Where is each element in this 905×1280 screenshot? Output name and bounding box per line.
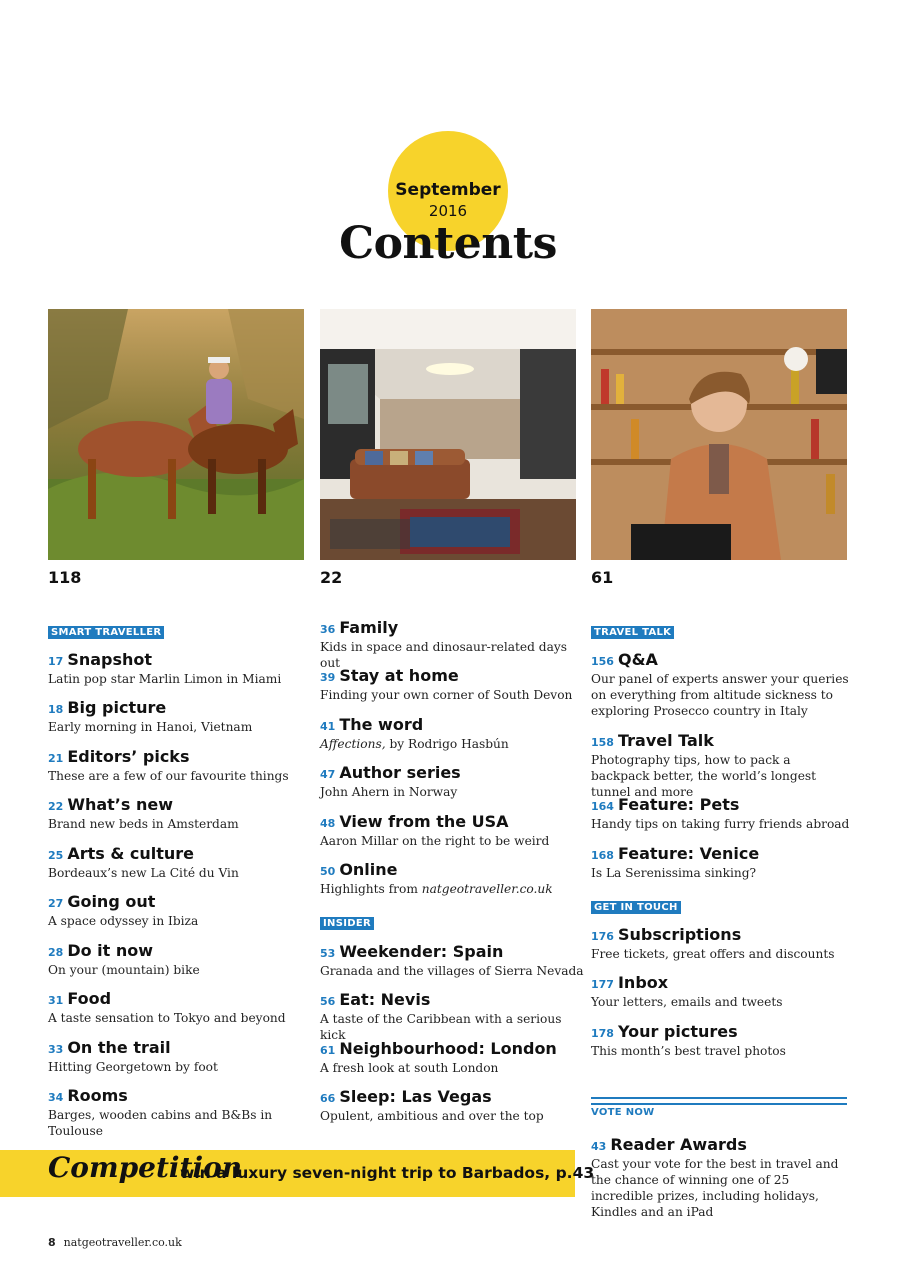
toc-page: 48 — [320, 817, 336, 830]
toc-desc: Latin pop star Marlin Limon in Miami — [48, 672, 282, 686]
competition-text[interactable]: win a luxury seven-night trip to Barbados, p.43 — [180, 1164, 595, 1182]
vote-divider — [591, 1097, 847, 1105]
toc-page: 18 — [48, 703, 64, 716]
photo-page-number: 61 — [591, 568, 614, 587]
toc-title: Family — [339, 618, 399, 637]
footer-site: natgeotraveller.co.uk — [63, 1236, 182, 1249]
photo-page-number: 118 — [48, 568, 82, 587]
toc-page: 50 — [320, 865, 336, 878]
toc-entry[interactable] — [591, 650, 851, 719]
toc-title: On the trail — [67, 1038, 171, 1057]
section-label: SMART TRAVELLER — [48, 626, 164, 639]
toc-desc-rest: by Rodrigo Hasbún — [385, 737, 509, 751]
toc-title: Food — [67, 989, 112, 1008]
toc-page: 156 — [591, 655, 614, 668]
toc-desc: Free tickets, great offers and discounts — [591, 947, 835, 961]
toc-title: Eat: Nevis — [339, 990, 431, 1009]
section-label: INSIDER — [320, 917, 374, 930]
toc-desc: Kids in space and dinosaur-related days out — [320, 640, 567, 670]
toc-page: 25 — [48, 849, 64, 862]
toc-title: Editors’ picks — [67, 747, 190, 766]
toc-title: Snapshot — [67, 650, 153, 669]
toc-entry[interactable] — [591, 1135, 851, 1220]
toc-entry[interactable] — [591, 795, 851, 832]
toc-page: 27 — [48, 897, 64, 910]
toc-desc: Cast your vote for the best in travel and the chance of winning one of 25 incredible prizes, including holidays, Kindles and an iPad — [591, 1157, 839, 1219]
toc-title: Stay at home — [339, 666, 459, 685]
toc-desc: This month’s best travel photos — [591, 1044, 786, 1058]
issue-month: September — [395, 180, 501, 200]
toc-page: 17 — [48, 655, 64, 668]
toc-page: 34 — [48, 1091, 64, 1104]
toc-page: 176 — [591, 930, 614, 943]
toc-title: Big picture — [67, 698, 167, 717]
toc-title: Author series — [339, 763, 461, 782]
toc-desc: Photography tips, how to pack a backpack better, the world’s longest tunnel and more — [591, 753, 817, 799]
toc-entry[interactable] — [320, 1039, 590, 1076]
toc-desc — [320, 881, 590, 897]
toc-title: The word — [339, 715, 424, 734]
toc-desc-italic: natgeotraveller.co.uk — [421, 882, 553, 896]
toc-page: 47 — [320, 768, 336, 781]
toc-page: 158 — [591, 736, 614, 749]
toc-desc: Barges, wooden cabins and B&Bs in Toulouse — [48, 1108, 273, 1138]
toc-page: 31 — [48, 994, 64, 1007]
toc-entry[interactable] — [320, 990, 590, 1043]
toc-title: Travel Talk — [617, 731, 714, 750]
toc-entry[interactable] — [48, 650, 318, 687]
toc-entry[interactable] — [48, 747, 318, 784]
toc-desc: A space odyssey in Ibiza — [48, 914, 199, 928]
toc-title: Neighbourhood: London — [339, 1039, 557, 1058]
toc-entry[interactable] — [591, 844, 851, 881]
toc-title: Sleep: Las Vegas — [339, 1087, 492, 1106]
toc-desc: These are a few of our favourite things — [48, 769, 289, 783]
toc-page: 61 — [320, 1044, 336, 1057]
toc-desc — [320, 736, 590, 752]
competition-script-label: Competition — [48, 1151, 243, 1184]
toc-desc: Granada and the villages of Sierra Nevada — [320, 964, 584, 978]
toc-page: 164 — [591, 800, 614, 813]
toc-page: 177 — [591, 978, 614, 991]
toc-desc: Hitting Georgetown by foot — [48, 1060, 218, 1074]
right-section-header — [591, 622, 861, 640]
toc-entry[interactable] — [48, 941, 318, 978]
toc-desc: Bordeaux’s new La Cité du Vin — [48, 866, 239, 880]
toc-desc: John Ahern in Norway — [320, 785, 458, 799]
page-footer — [48, 1236, 182, 1249]
toc-title: Subscriptions — [617, 925, 742, 944]
toc-title: Q&A — [617, 650, 658, 669]
toc-entry[interactable] — [591, 925, 861, 962]
toc-page: 22 — [48, 800, 64, 813]
toc-page: 53 — [320, 947, 336, 960]
page-title: Contents — [339, 218, 557, 269]
toc-entry[interactable] — [591, 1022, 861, 1059]
shop-woman-photo[interactable] — [591, 309, 847, 560]
toc-desc: Is La Serenissima sinking? — [591, 866, 757, 880]
toc-entry[interactable] — [48, 1038, 318, 1075]
issue-year: 2016 — [428, 202, 468, 220]
toc-title: Arts & culture — [67, 844, 194, 863]
toc-title: What’s new — [67, 795, 173, 814]
right-section-header-2 — [591, 897, 861, 915]
toc-title: Weekender: Spain — [339, 942, 504, 961]
toc-desc-italic: Affections, — [320, 737, 386, 751]
toc-entry[interactable] — [320, 860, 590, 897]
toc-page: 41 — [320, 720, 336, 733]
toc-desc: Opulent, ambitious and over the top — [320, 1109, 544, 1123]
toc-entry[interactable] — [48, 795, 318, 832]
footer-page-number: 8 — [48, 1236, 56, 1249]
horse-rider-photo[interactable] — [48, 309, 304, 560]
vote-label: VOTE NOW — [591, 1107, 655, 1118]
toc-entry[interactable] — [591, 731, 851, 800]
toc-title: Rooms — [67, 1086, 128, 1105]
toc-title: Do it now — [67, 941, 154, 960]
toc-page: 168 — [591, 849, 614, 862]
section-label: TRAVEL TALK — [591, 626, 674, 639]
toc-entry[interactable] — [48, 989, 318, 1026]
toc-entry[interactable] — [320, 812, 590, 849]
toc-desc: On your (mountain) bike — [48, 963, 200, 977]
toc-title: Online — [339, 860, 398, 879]
toc-desc: Your letters, emails and tweets — [591, 995, 783, 1009]
toc-entry[interactable] — [48, 892, 318, 929]
toc-page: 43 — [591, 1140, 607, 1153]
middle-section-header — [320, 913, 590, 931]
toc-desc: Brand new beds in Amsterdam — [48, 817, 239, 831]
toc-page: 39 — [320, 671, 336, 684]
toc-entry[interactable] — [320, 666, 590, 703]
hotel-lounge-photo[interactable] — [320, 309, 576, 560]
toc-title: Inbox — [617, 973, 669, 992]
toc-title: Your pictures — [617, 1022, 738, 1041]
toc-page: 178 — [591, 1027, 614, 1040]
toc-desc: Aaron Millar on the right to be weird — [320, 834, 550, 848]
toc-desc: A taste sensation to Tokyo and beyond — [48, 1011, 286, 1025]
toc-title: Going out — [67, 892, 156, 911]
toc-desc: Our panel of experts answer your queries on everything from altitude sickness to exploring Prosecco country in Italy — [591, 672, 849, 718]
toc-title: View from the USA — [339, 812, 509, 831]
toc-entry[interactable] — [320, 715, 590, 752]
toc-desc: A fresh look at south London — [320, 1061, 499, 1075]
toc-entry[interactable] — [320, 763, 590, 800]
toc-desc: Early morning in Hanoi, Vietnam — [48, 720, 253, 734]
toc-page: 33 — [48, 1043, 64, 1056]
toc-desc: A taste of the Caribbean with a serious kick — [320, 1012, 562, 1042]
toc-entry[interactable] — [320, 618, 590, 671]
toc-entry[interactable] — [48, 698, 318, 735]
toc-title: Reader Awards — [610, 1135, 747, 1154]
toc-page: 66 — [320, 1092, 336, 1105]
toc-entry[interactable] — [591, 973, 861, 1010]
toc-desc: Handy tips on taking furry friends abroad — [591, 817, 850, 831]
photo-page-number: 22 — [320, 568, 343, 587]
toc-page: 36 — [320, 623, 336, 636]
toc-title: Feature: Venice — [617, 844, 760, 863]
toc-desc: Finding your own corner of South Devon — [320, 688, 573, 702]
toc-page: 28 — [48, 946, 64, 959]
section-label: GET IN TOUCH — [591, 901, 681, 914]
toc-page: 21 — [48, 752, 64, 765]
toc-entry[interactable] — [48, 844, 318, 881]
left-column — [48, 622, 318, 640]
toc-entry[interactable] — [48, 1086, 318, 1139]
toc-entry[interactable] — [320, 942, 590, 979]
toc-entry[interactable] — [320, 1087, 590, 1124]
toc-page: 56 — [320, 995, 336, 1008]
toc-desc-rest: Highlights from — [320, 882, 422, 896]
toc-title: Feature: Pets — [617, 795, 740, 814]
